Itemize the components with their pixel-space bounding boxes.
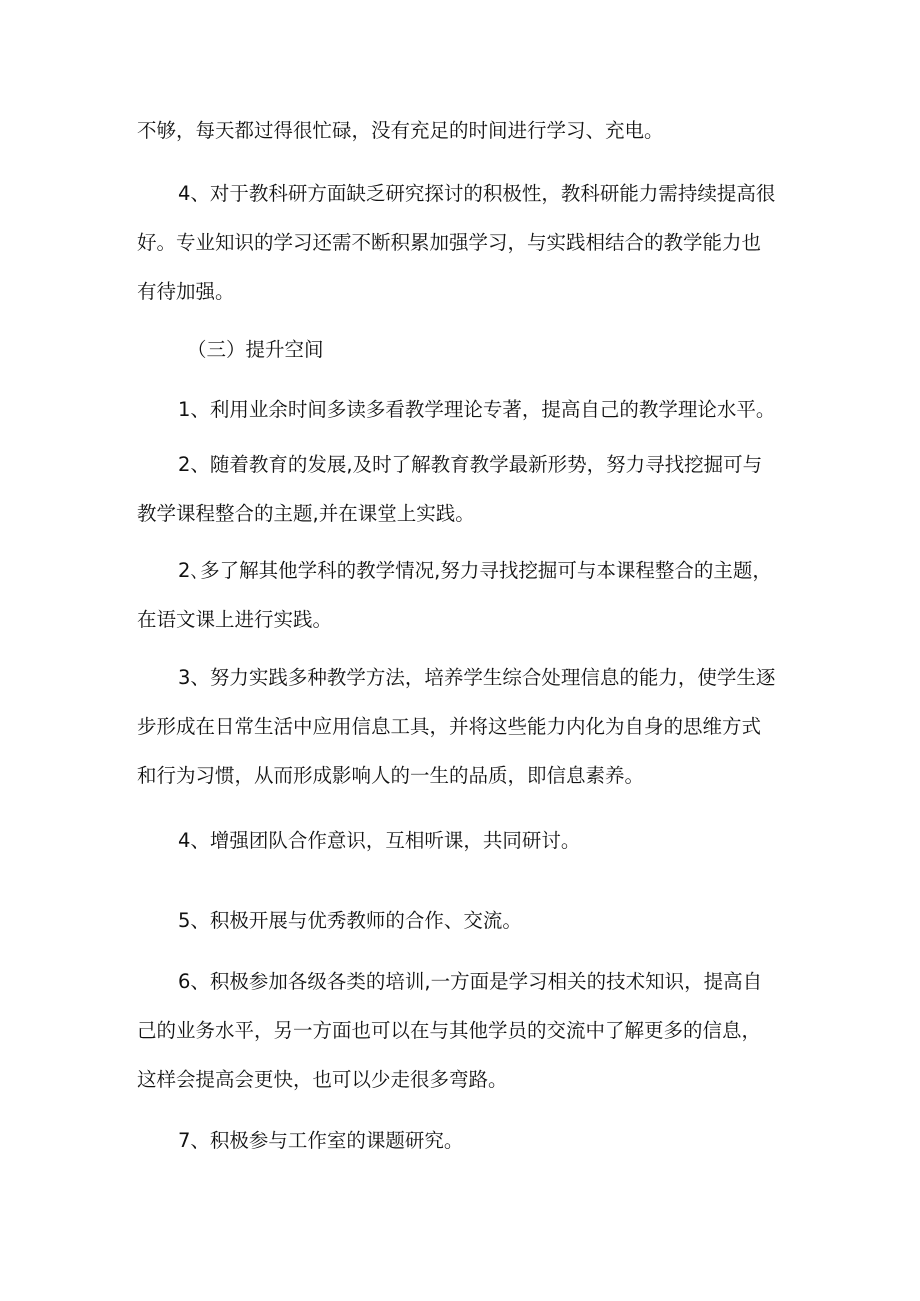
text-line: 5、积极开展与优秀教师的合作、交流。 (178, 909, 522, 932)
text-line: 步形成在日常生活中应用信息工具，并将这些能力内化为自身的思维方式 (137, 715, 762, 738)
paragraph-continuation (137, 106, 787, 155)
text-line: 这样会提高会更快，也可以少走很多弯路。 (137, 1068, 508, 1091)
paragraph-item-6 (137, 957, 787, 1104)
text-line: 3、努力实践多种教学方法，培养学生综合处理信息的能力，使学生逐 (178, 666, 776, 689)
text-line: 7、积极参与工作室的课题研究。 (178, 1129, 464, 1152)
text-line: 教学课程整合的主题,并在课堂上实践。 (137, 502, 475, 525)
paragraph-item-3 (137, 653, 787, 800)
paragraph-item-7 (137, 1116, 787, 1165)
text-line: 4、增强团队合作意识，互相听课，共同研讨。 (178, 829, 581, 852)
section-heading (137, 325, 787, 374)
text-line: 6、积极参加各级各类的培训,一方面是学习相关的技术知识，提高自 (178, 970, 763, 993)
text-line: 不够，每天都过得很忙碌，没有充足的时间进行学习、充电。 (137, 119, 664, 142)
paragraph-item-2b (137, 546, 787, 644)
text-line: 好。专业知识的学习还需不断积累加强学习，与实践相结合的教学能力也 (137, 231, 762, 254)
text-line: 己的业务水平，另一方面也可以在与其他学员的交流中了解更多的信息， (137, 1019, 762, 1042)
text-line: 和行为习惯，从而形成影响人的一生的品质，即信息素养。 (137, 764, 645, 787)
text-line: 有待加强。 (137, 280, 235, 303)
section-title: （三）提升空间 (187, 338, 324, 361)
text-line: 1、利用业余时间多读多看教学理论专著，提高自己的教学理论水平。 (178, 398, 776, 421)
paragraph-item-2a (137, 440, 787, 538)
paragraph-item-4-team (137, 816, 787, 865)
paragraph-item-4-research (137, 169, 787, 316)
text-line: 在语文课上进行实践。 (137, 608, 333, 631)
text-line: 2､多了解其他学科的教学情况,努力寻找挖掘可与本课程整合的主题， (178, 559, 772, 582)
text-line: 2、随着教育的发展,及时了解教育教学最新形势，努力寻找挖掘可与 (178, 453, 763, 476)
paragraph-item-1 (137, 385, 787, 434)
text-line: 4、对于教科研方面缺乏研究探讨的积极性，教科研能力需持续提高很 (178, 182, 776, 205)
paragraph-item-5 (137, 896, 787, 945)
